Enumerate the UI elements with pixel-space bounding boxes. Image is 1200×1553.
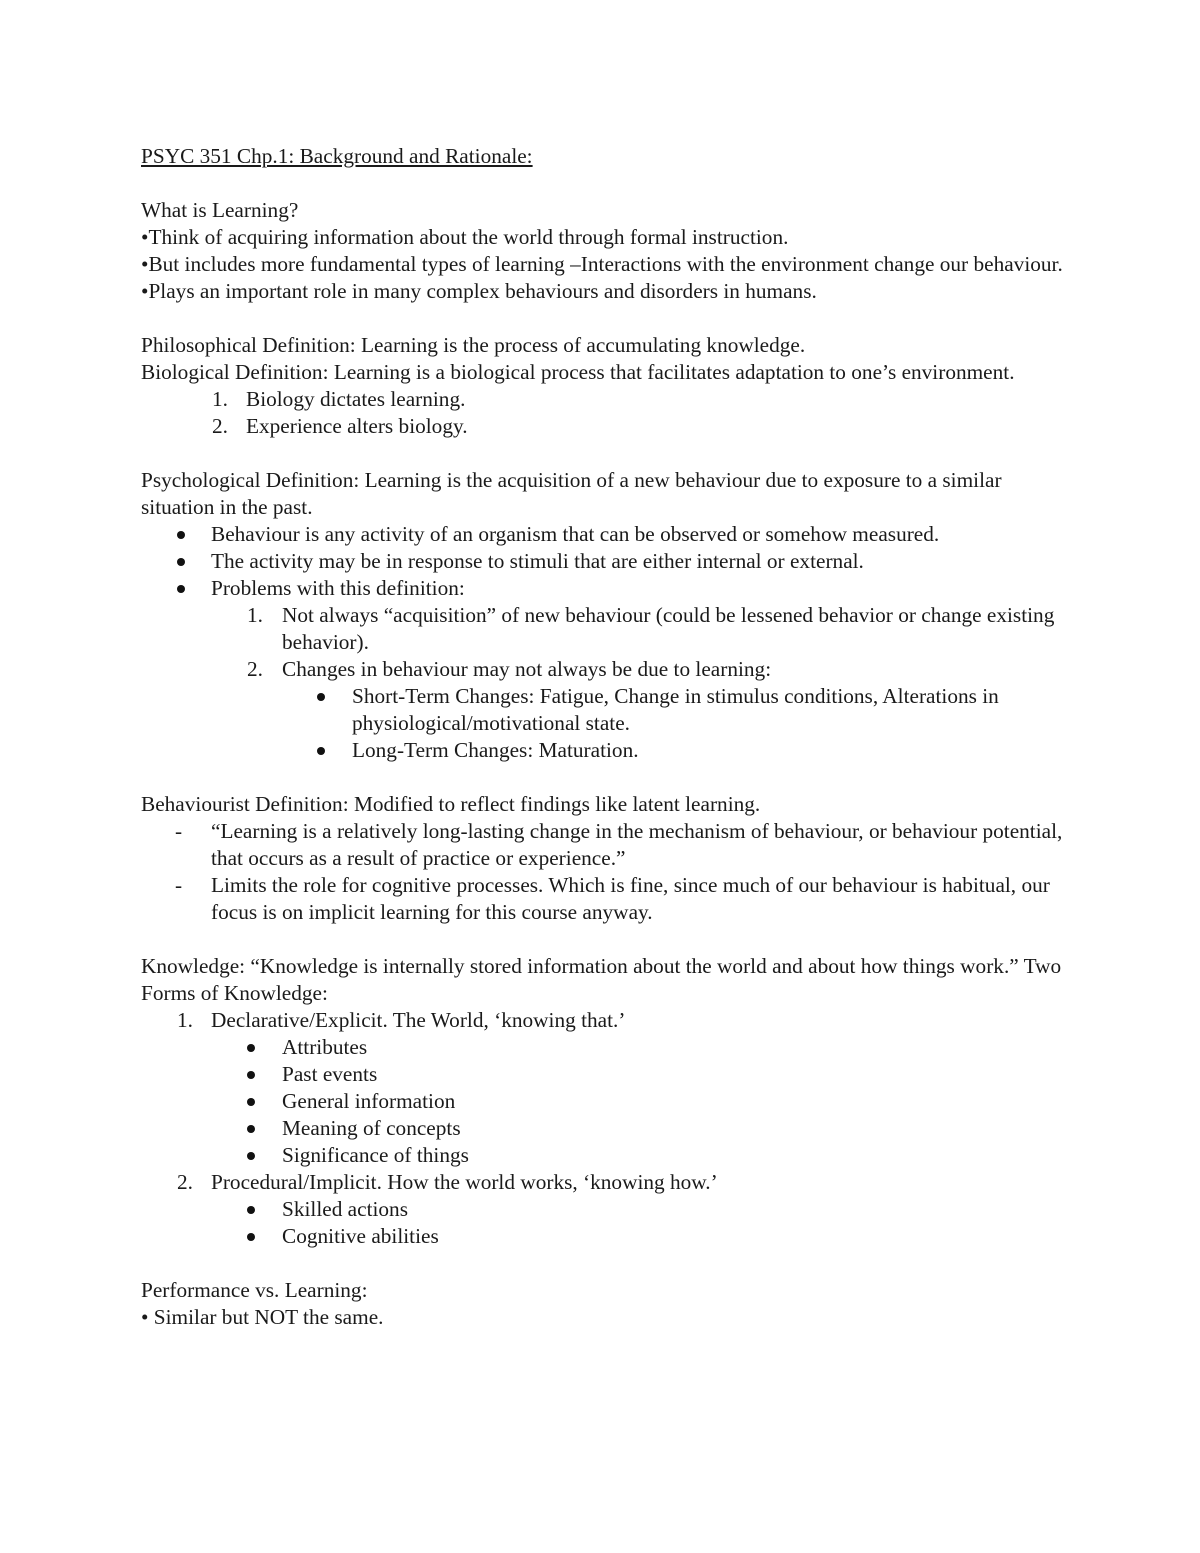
knowledge-definition: Knowledge: “Knowledge is internally stored information about the world and about how things work.” Two Forms of Knowledge:	[141, 954, 1062, 1005]
list-item	[141, 1196, 1066, 1223]
list-item	[141, 521, 1066, 548]
learning-point: •Plays an important role in many complex behaviours and disorders in humans.	[141, 279, 817, 303]
bullet-icon	[177, 558, 185, 566]
list-item	[141, 737, 1066, 764]
bullet-icon	[247, 1098, 255, 1106]
page-title: PSYC 351 Chp.1: Background and Rationale:	[141, 144, 533, 168]
spacer	[141, 170, 1066, 197]
bullet-icon	[177, 531, 185, 539]
list-item	[141, 575, 1066, 602]
list-item	[141, 683, 1066, 737]
philosophical-definition: Philosophical Definition: Learning is the process of accumulating knowledge.	[141, 333, 806, 357]
list-item-text: “Learning is a relatively long-lasting change in the mechanism of behaviour, or behaviour potential, that occurs as a result of practice or experience.”	[211, 819, 1063, 870]
list-number: 2.	[177, 1170, 193, 1194]
list-item	[141, 602, 1066, 656]
bullet-icon	[317, 747, 325, 755]
list-item-text: Problems with this definition:	[211, 576, 465, 600]
psychological-definition: Psychological Definition: Learning is the acquisition of a new behaviour due to exposure to a similar situation in the past.	[141, 468, 1002, 519]
bullet-icon	[247, 1125, 255, 1133]
list-number: 1.	[247, 603, 263, 627]
list-item-text: Skilled actions	[282, 1197, 408, 1221]
bullet-icon	[247, 1206, 255, 1214]
list-item	[141, 818, 1066, 872]
list-item-text: Significance of things	[282, 1143, 469, 1167]
list-item	[141, 1115, 1066, 1142]
spacer	[141, 1250, 1066, 1277]
list-item	[141, 1034, 1066, 1061]
list-item	[141, 1088, 1066, 1115]
list-number: 1.	[177, 1008, 193, 1032]
list-item-text: Declarative/Explicit. The World, ‘knowing that.’	[211, 1008, 626, 1032]
bullet-icon	[247, 1071, 255, 1079]
list-item-text: Procedural/Implicit. How the world works, ‘knowing how.’	[211, 1170, 718, 1194]
list-item	[141, 413, 1066, 440]
performance-point: • Similar but NOT the same.	[141, 1305, 384, 1329]
list-number: 1.	[212, 387, 228, 411]
biological-definition: Biological Definition: Learning is a biological process that facilitates adaptation to one’s environment.	[141, 360, 1015, 384]
list-item-text: Limits the role for cognitive processes. Which is fine, since much of our behaviour is habitual, our focus is on implicit learning for this course anyway.	[211, 873, 1050, 924]
list-item-text: Past events	[282, 1062, 378, 1086]
list-item	[141, 1142, 1066, 1169]
list-item	[141, 386, 1066, 413]
list-number: 2.	[212, 414, 228, 438]
spacer	[141, 764, 1066, 791]
list-item-text: Meaning of concepts	[282, 1116, 461, 1140]
list-item-text: Behaviour is any activity of an organism that can be observed or somehow measured.	[211, 522, 940, 546]
learning-point: •Think of acquiring information about the world through formal instruction.	[141, 225, 789, 249]
spacer	[141, 926, 1066, 953]
list-item	[141, 656, 1066, 683]
section-heading-learning: What is Learning?	[141, 198, 299, 222]
spacer	[141, 305, 1066, 332]
list-item-text: Biology dictates learning.	[246, 387, 466, 411]
list-item-text: General information	[282, 1089, 456, 1113]
section-heading-performance: Performance vs. Learning:	[141, 1278, 368, 1302]
bullet-icon	[247, 1152, 255, 1160]
list-item-text: The activity may be in response to stimuli that are either internal or external.	[211, 549, 864, 573]
list-item-text: Short-Term Changes: Fatigue, Change in stimulus conditions, Alterations in physiological/motivational state.	[352, 684, 999, 735]
list-item	[141, 1061, 1066, 1088]
document-page	[141, 143, 1066, 1331]
dash-marker: -	[175, 819, 183, 843]
learning-point: •But includes more fundamental types of learning –Interactions with the environment change our behaviour.	[141, 252, 1063, 276]
list-item	[141, 1007, 1066, 1034]
bullet-icon	[247, 1233, 255, 1241]
list-item-text: Changes in behaviour may not always be due to learning:	[282, 657, 772, 681]
dash-marker: -	[175, 873, 183, 897]
list-item-text: Cognitive abilities	[282, 1224, 439, 1248]
list-item	[141, 1223, 1066, 1250]
behaviourist-definition: Behaviourist Definition: Modified to reflect findings like latent learning.	[141, 792, 761, 816]
list-item-text: Long-Term Changes: Maturation.	[352, 738, 639, 762]
list-item-text: Not always “acquisition” of new behaviour (could be lessened behavior or change existing behavior).	[282, 603, 1055, 654]
list-number: 2.	[247, 657, 263, 681]
spacer	[141, 440, 1066, 467]
bullet-icon	[177, 585, 185, 593]
list-item-text: Experience alters biology.	[246, 414, 468, 438]
list-item	[141, 548, 1066, 575]
list-item	[141, 872, 1066, 926]
list-item-text: Attributes	[282, 1035, 368, 1059]
bullet-icon	[247, 1044, 255, 1052]
list-item	[141, 1169, 1066, 1196]
bullet-icon	[317, 693, 325, 701]
